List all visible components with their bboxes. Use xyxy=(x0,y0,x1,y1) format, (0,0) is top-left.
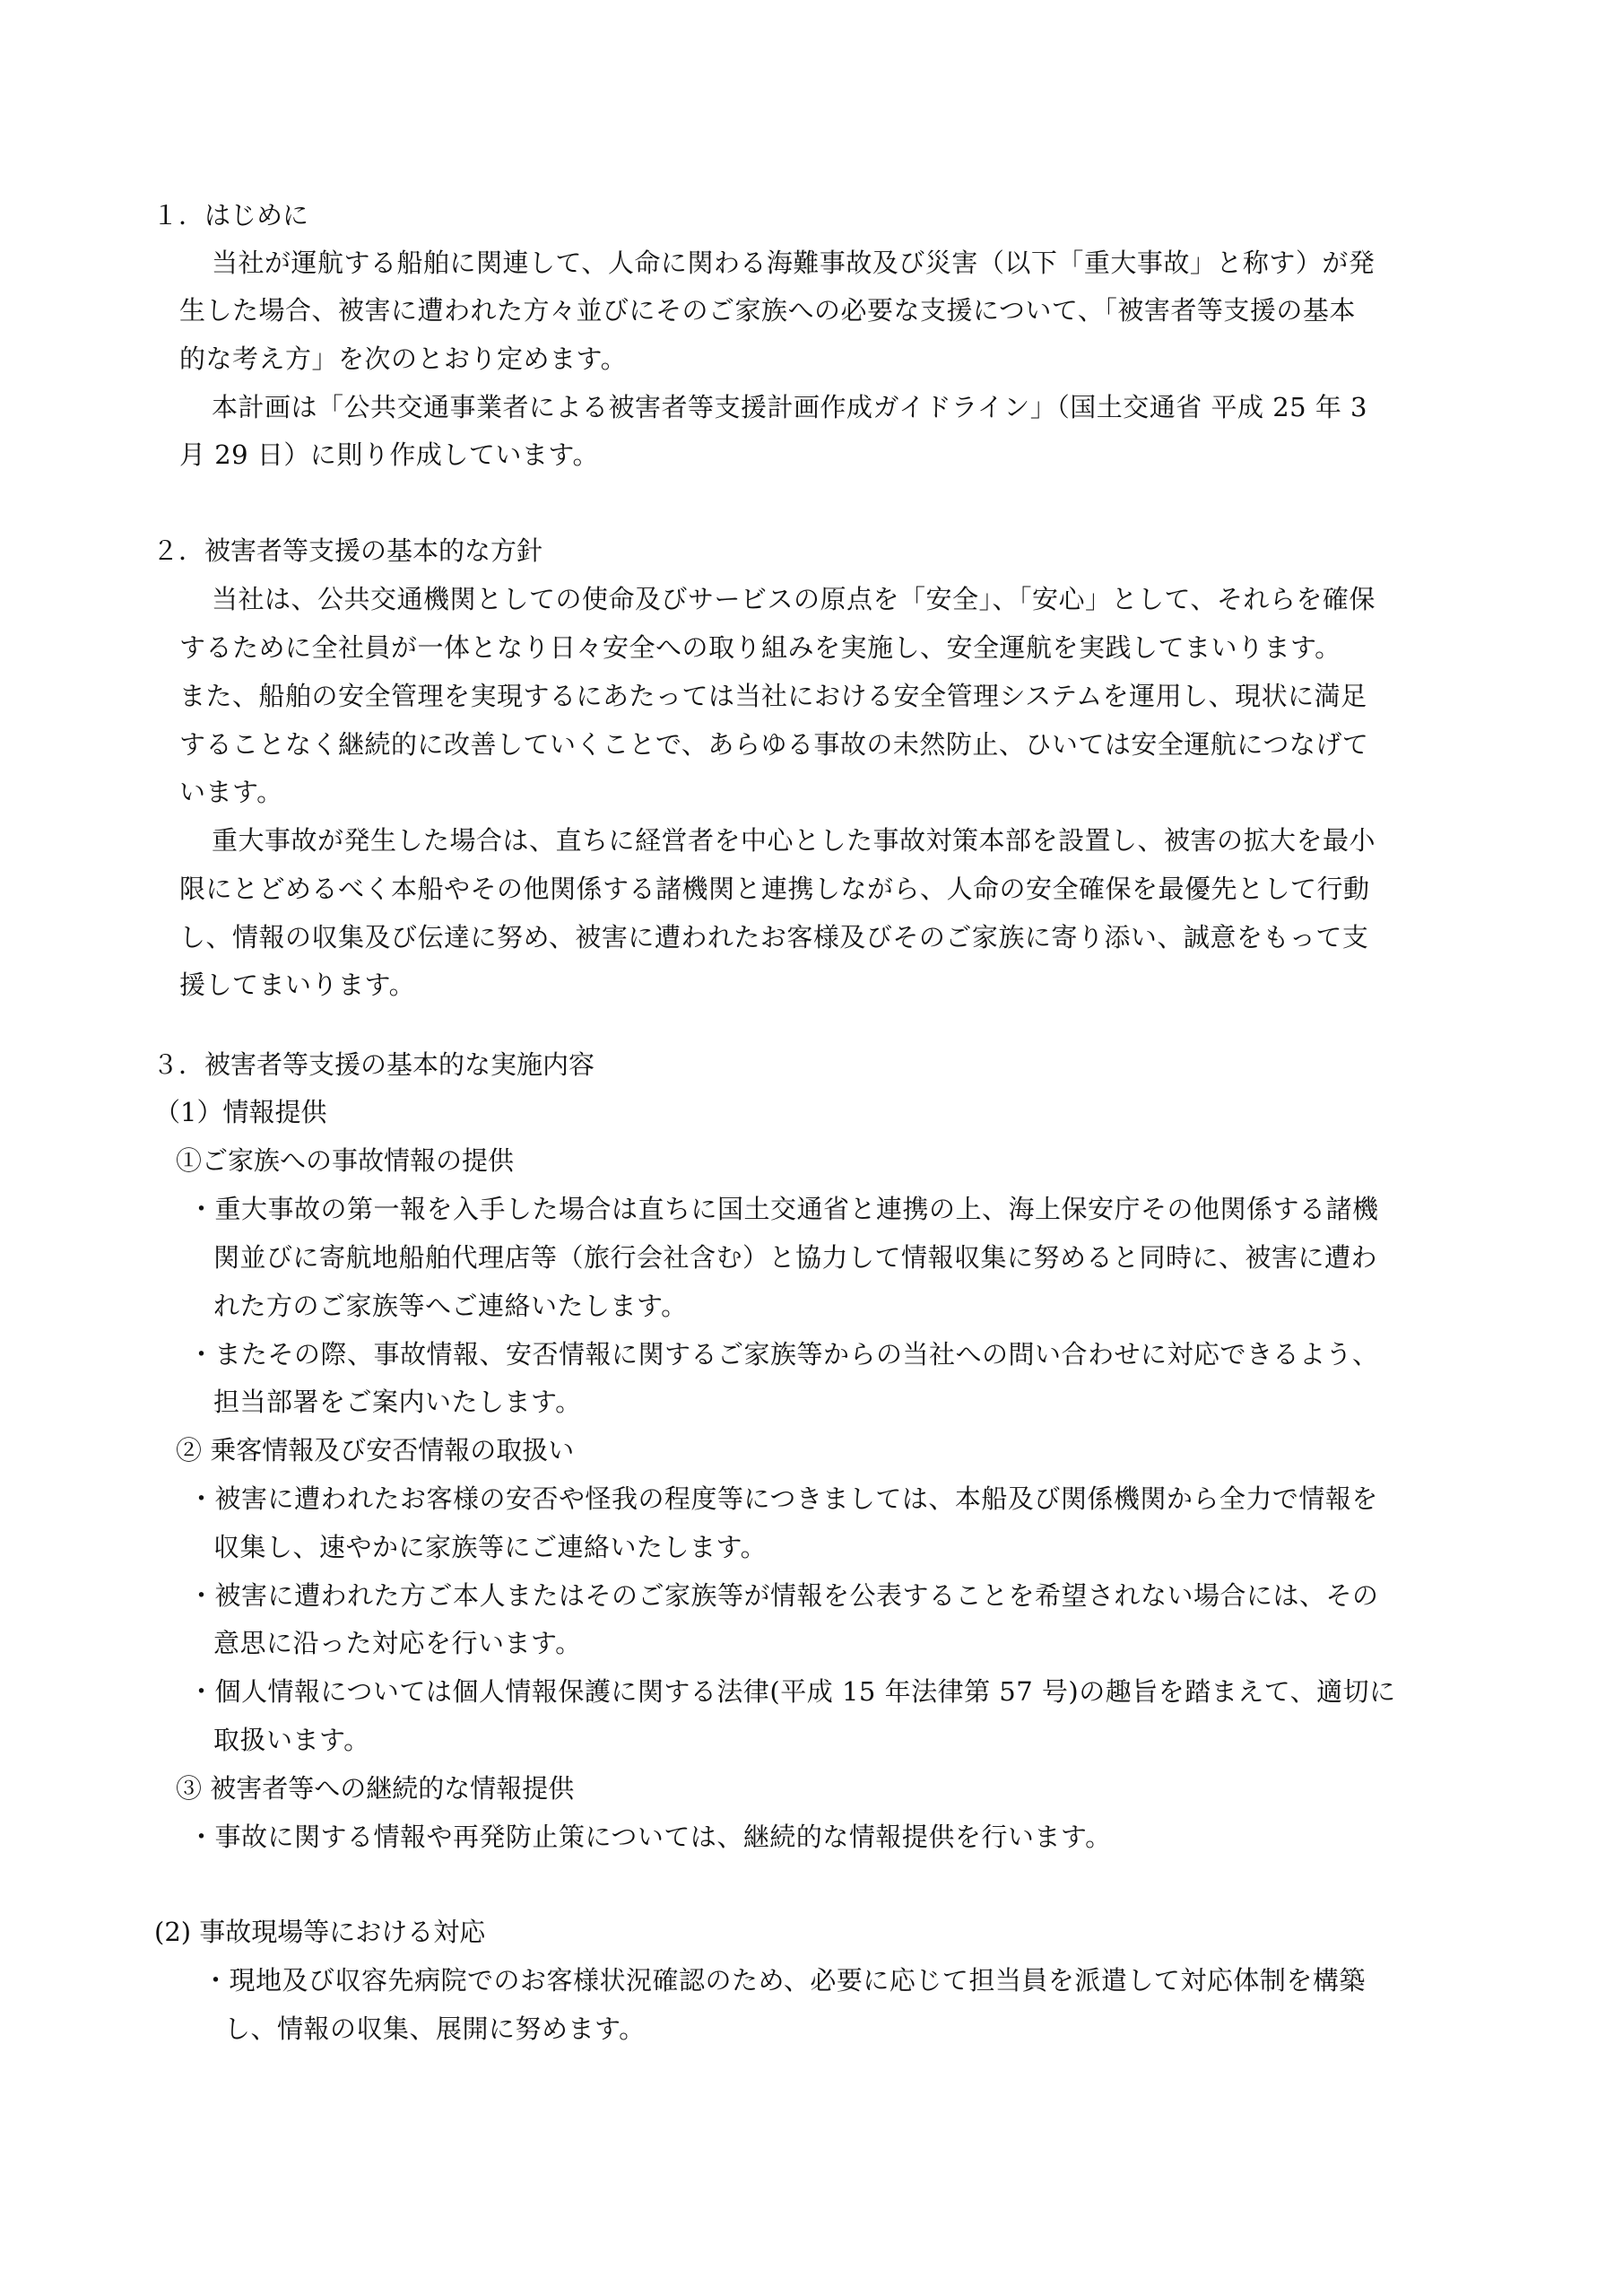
section-1-paragraph-2-line-1: 本計画は「公共交通事業者による被害者等支援計画作成ガイドライン」（国土交通省 平成 25 年 3 xyxy=(212,392,1367,422)
bullet-1-line-1: ・重大事故の第一報を入手した場合は直ちに国土交通省と連携の上、海上保安庁その他関係する諸機 xyxy=(188,1194,1379,1224)
section-2-paragraph-1-line-2: するために全社員が一体となり日々安全への取り組みを実施し、安全運航を実践してまいります。 xyxy=(179,632,1341,663)
bullet-4-line-1: ・被害に遭われた方ご本人またはそのご家族等が情報を公表することを希望されない場合には、その xyxy=(188,1580,1379,1611)
bullet-4-line-2: 意思に沿った対応を行います。 xyxy=(213,1628,582,1658)
section-2-paragraph-2-line-4: 援してまいります。 xyxy=(179,970,416,1000)
section-1-heading: １．はじめに xyxy=(152,200,309,230)
section-2-paragraph-2-line-2: 限にとどめるべく本船やその他関係する諸機関と連携しながら、人命の安全確保を最優先として行動 xyxy=(179,874,1370,904)
section-1-paragraph-2-line-2: 月 29 日）に則り作成しています。 xyxy=(179,439,600,470)
bullet-2-line-2: 担当部署をご案内いたします。 xyxy=(213,1387,582,1417)
bullet-1-line-2: 関並びに寄航地船舶代理店等（旅行会社含む）と協力して情報収集に努めると同時に、被害に遭わ xyxy=(213,1242,1378,1273)
bullet-7-line-2: し、情報の収集、展開に努めます。 xyxy=(224,2013,646,2044)
section-3-heading: ３．被害者等支援の基本的な実施内容 xyxy=(152,1049,595,1080)
bullet-1-line-3: れた方のご家族等へご連絡いたします。 xyxy=(213,1291,688,1321)
section-2-paragraph-2-line-3: し、情報の収集及び伝達に努め、被害に遭われたお客様及びそのご家族に寄り添い、誠意をもって支 xyxy=(179,922,1369,952)
section-2-paragraph-1-line-3: また、船舶の安全管理を実現するにあたっては当社における安全管理システムを運用し、現状に満足 xyxy=(179,681,1367,711)
bullet-7-line-1: ・現地及び収容先病院でのお客様状況確認のため、必要に応じて担当員を派遣して対応体制を構築 xyxy=(203,1965,1366,1996)
section-2-heading: ２．被害者等支援の基本的な方針 xyxy=(152,535,543,566)
section-2-paragraph-1-line-1: 当社は、公共交通機関としての使命及びサービスの原点を「安全」、「安心」として、それらを確保 xyxy=(212,584,1376,614)
bullet-5-line-2: 取扱います。 xyxy=(213,1725,370,1755)
bullet-6-line-1: ・事故に関する情報や再発防止策については、継続的な情報提供を行います。 xyxy=(188,1822,1112,1852)
section-2-paragraph-2-line-1: 重大事故が発生した場合は、直ちに経営者を中心とした事故対策本部を設置し、被害の拡大を最小 xyxy=(212,825,1376,856)
bullet-5-line-1: ・個人情報については個人情報保護に関する法律(平成 15 年法律第 57 号)の趣旨を踏まえて、適切に xyxy=(188,1676,1396,1707)
subsection-2-heading: (2) 事故現場等における対応 xyxy=(154,1917,486,1947)
section-2-paragraph-1-line-5: います。 xyxy=(179,777,283,807)
item-2-heading: ② 乗客情報及び安否情報の取扱い xyxy=(176,1435,575,1465)
section-1-paragraph-1-line-1: 当社が運航する船舶に関連して、人命に関わる海難事故及び災害（以下「重大事故」と称す）が発 xyxy=(212,248,1376,278)
subsection-1-heading: （1）情報提供 xyxy=(154,1097,327,1127)
section-1-paragraph-1-line-3: 的な考え方」を次のとおり定めます。 xyxy=(179,344,628,374)
item-1-heading: ①ご家族への事故情報の提供 xyxy=(176,1145,515,1176)
item-3-heading: ③ 被害者等への継続的な情報提供 xyxy=(176,1773,575,1804)
bullet-2-line-1: ・またその際、事故情報、安否情報に関するご家族等からの当社への問い合わせに対応できるよう、 xyxy=(188,1339,1379,1370)
bullet-3-line-1: ・被害に遭われたお客様の安否や怪我の程度等につきましては、本船及び関係機関から全力で情報を xyxy=(188,1483,1378,1514)
bullet-3-line-2: 収集し、速やかに家族等にご連絡いたします。 xyxy=(213,1532,768,1562)
section-1-paragraph-1-line-2: 生した場合、被害に遭われた方々並びにそのご家族への必要な支援について、「被害者等支援の基本 xyxy=(179,295,1356,326)
section-2-paragraph-1-line-4: することなく継続的に改善していくことで、あらゆる事故の未然防止、ひいては安全運航につなげて xyxy=(179,729,1369,760)
